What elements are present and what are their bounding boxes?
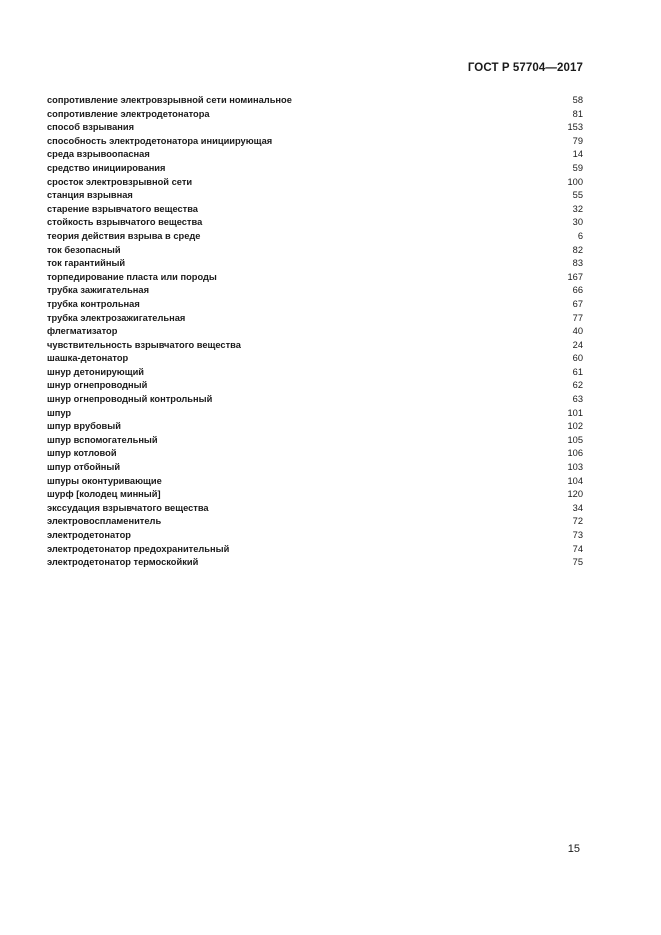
alphabetical-term-index <box>47 94 583 570</box>
index-page-ref: 14 <box>572 149 583 160</box>
index-entry <box>47 176 583 190</box>
index-entry <box>47 352 583 366</box>
index-page-ref: 60 <box>572 353 583 364</box>
index-entry <box>47 325 583 339</box>
index-page-ref: 72 <box>572 516 583 527</box>
index-page-ref: 167 <box>567 271 583 282</box>
index-term: торпедирование пласта или породы <box>47 271 217 282</box>
index-term: способность электродетонатора инициирующая <box>47 135 273 146</box>
index-term: шурф [колодец минный] <box>47 489 161 500</box>
index-term: теория действия взрыва в среде <box>47 230 201 241</box>
index-page-ref: 105 <box>567 434 583 445</box>
index-term: электровоспламенитель <box>47 516 162 527</box>
index-term: ток безопасный <box>47 244 121 255</box>
index-entry <box>47 502 583 516</box>
index-entry <box>47 366 583 380</box>
index-term: шпуры оконтуривающие <box>47 475 162 486</box>
index-entry <box>47 529 583 543</box>
index-entry <box>47 475 583 489</box>
index-page-ref: 77 <box>572 312 583 323</box>
index-entry <box>47 461 583 475</box>
index-term: шпур вспомогательный <box>47 434 158 445</box>
index-entry <box>47 148 583 162</box>
index-page-ref: 81 <box>572 108 583 119</box>
index-term: сопротивление электровзрывной сети номинальное <box>47 95 292 105</box>
index-entry <box>47 488 583 502</box>
index-term: шнур огнепроводный <box>47 380 148 391</box>
index-page-ref: 106 <box>567 448 583 459</box>
index-entry <box>47 230 583 244</box>
index-entry <box>47 515 583 529</box>
index-term: трубка электрозажигательная <box>47 312 186 323</box>
index-term: средство инициирования <box>47 162 166 173</box>
index-entry <box>47 203 583 217</box>
index-entry <box>47 271 583 285</box>
index-entry <box>47 312 583 326</box>
index-page-ref: 100 <box>567 176 583 187</box>
index-entry <box>47 94 583 108</box>
index-page-ref: 61 <box>572 366 583 377</box>
index-entry <box>47 379 583 393</box>
index-entry <box>47 339 583 353</box>
index-term: чувствительность взрывчатого вещества <box>47 339 241 350</box>
index-page-ref: 79 <box>572 135 583 146</box>
index-term: ток гарантийный <box>47 258 126 269</box>
index-entry <box>47 407 583 421</box>
index-entry <box>47 189 583 203</box>
index-term: сопротивление электродетонатора <box>47 108 210 119</box>
index-entry <box>47 393 583 407</box>
index-page-ref: 32 <box>572 203 583 214</box>
index-term: электродетонатор предохранительный <box>47 543 230 554</box>
index-page-ref: 55 <box>572 190 583 201</box>
index-page-ref: 66 <box>572 285 583 296</box>
index-entry <box>47 135 583 149</box>
index-entry <box>47 162 583 176</box>
index-term: шнур детонирующий <box>47 366 145 377</box>
index-entry <box>47 108 583 122</box>
index-term: сросток электровзрывной сети <box>47 176 193 187</box>
index-term: шпур отбойный <box>47 462 121 473</box>
index-page-ref: 62 <box>572 380 583 391</box>
index-entry <box>47 216 583 230</box>
index-page-ref: 74 <box>572 543 583 554</box>
index-page-ref: 59 <box>572 162 583 173</box>
index-entry <box>47 244 583 258</box>
index-term: флегматизатор <box>47 326 118 337</box>
index-page-ref: 58 <box>572 95 583 105</box>
index-term: шпур врубовый <box>47 421 121 432</box>
page-number: 15 <box>567 843 580 855</box>
index-entry <box>47 543 583 557</box>
index-term: электродетонатор <box>47 530 131 540</box>
index-page-ref: 75 <box>572 557 583 568</box>
index-term: стойкость взрывчатого вещества <box>47 217 203 228</box>
index-term: среда взрывоопасная <box>47 149 150 160</box>
index-page-ref: 30 <box>572 217 583 228</box>
index-page-ref: 83 <box>572 258 583 269</box>
index-term: старение взрывчатого вещества <box>47 203 198 214</box>
index-page-ref: 103 <box>567 462 583 473</box>
index-page-ref: 24 <box>572 339 583 350</box>
index-page-ref: 6 <box>577 230 583 241</box>
index-term: электродетонатор термоскойкий <box>47 557 199 568</box>
index-entry <box>47 121 583 135</box>
index-term: способ взрывания <box>47 122 134 133</box>
index-page-ref: 34 <box>572 502 583 513</box>
index-page-ref: 101 <box>567 407 583 418</box>
index-entry <box>47 298 583 312</box>
index-page-ref: 73 <box>572 530 583 540</box>
index-term: экссудация взрывчатого вещества <box>47 502 209 513</box>
index-entry <box>47 257 583 271</box>
index-term: шашка-детонатор <box>47 353 129 364</box>
index-page-ref: 40 <box>572 326 583 337</box>
index-entry <box>47 284 583 298</box>
document-standard-code: ГОСТ Р 57704—2017 <box>467 62 583 74</box>
index-term: шпур <box>47 407 72 418</box>
index-page-ref: 104 <box>567 475 583 486</box>
index-entry <box>47 556 583 570</box>
index-entry <box>47 447 583 461</box>
index-term: трубка зажигательная <box>47 285 150 296</box>
index-page-ref: 153 <box>567 122 583 133</box>
index-page-ref: 102 <box>567 421 583 432</box>
index-entry <box>47 434 583 448</box>
index-term: трубка контрольная <box>47 298 140 309</box>
index-term: шнур огнепроводный контрольный <box>47 394 213 405</box>
index-term: станция взрывная <box>47 190 133 201</box>
index-page-ref: 63 <box>572 394 583 405</box>
index-term: шпур котловой <box>47 448 117 459</box>
index-page-ref: 67 <box>572 298 583 309</box>
index-page-ref: 82 <box>572 244 583 255</box>
index-page-ref: 120 <box>567 489 583 500</box>
index-entry <box>47 420 583 434</box>
